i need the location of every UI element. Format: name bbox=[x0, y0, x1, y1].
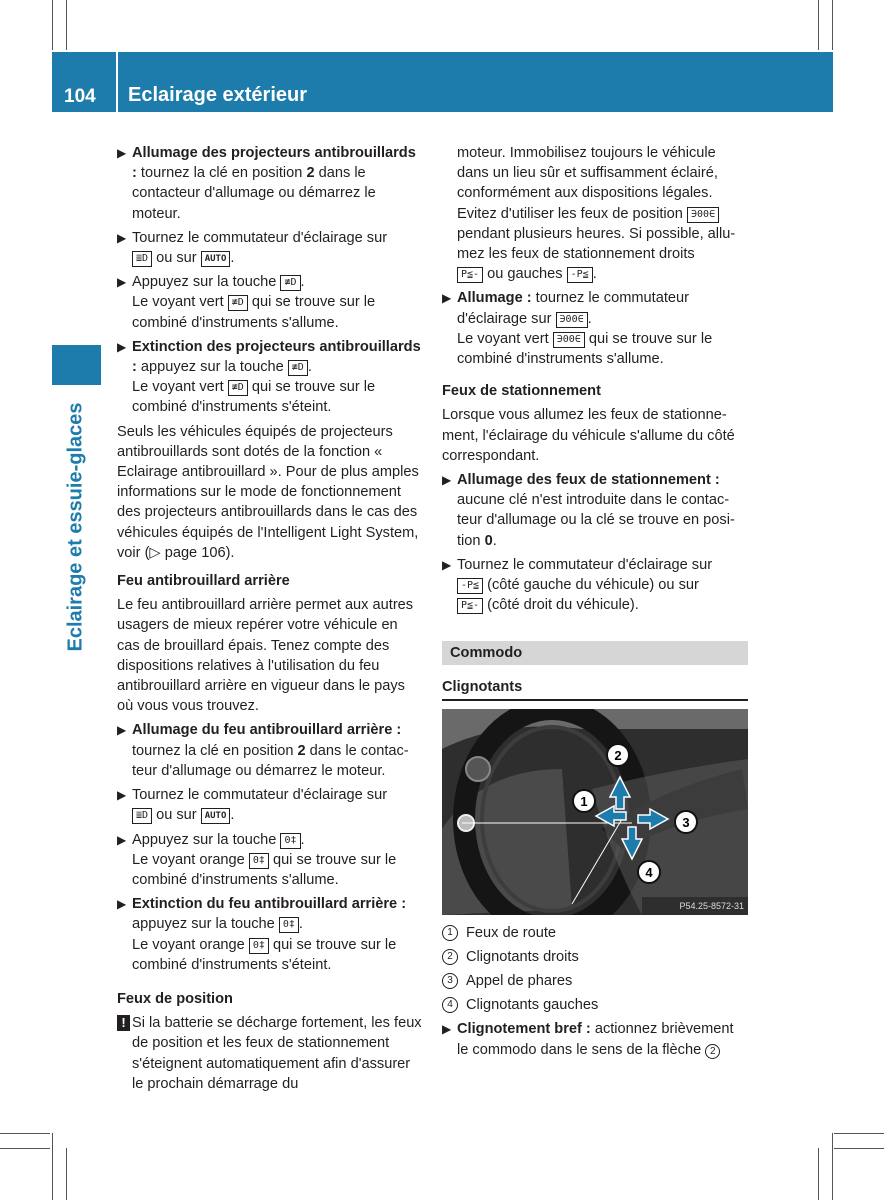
legend-number: 2 bbox=[442, 949, 458, 965]
legend-item bbox=[442, 995, 748, 1015]
item-text: actionnez brièvement le commodo dans le sens de la flèche bbox=[457, 1021, 734, 1058]
low-beam-icon: ≣D bbox=[132, 251, 152, 267]
item-bold: Allumage des feux de stationnement : bbox=[457, 472, 720, 489]
side-tab bbox=[52, 345, 101, 385]
arrow-icon: ▶ bbox=[117, 788, 127, 803]
crop-mark bbox=[834, 1133, 884, 1134]
paragraph: Le feu antibrouillard arrière permet aux autres usagers de mieux repérer votre véhicule en cas de brouillard épais. Tenez compte des dispositions relatives à l'utilisation du feu antibrouillard arrière en vigueur dans le pays où vous vous trouvez. bbox=[117, 597, 414, 715]
instruction-item: ▶ Tournez le commutateur d'éclairage sur ≣D ou sur AUTO . bbox=[117, 787, 388, 824]
front-fog-icon: ≢D bbox=[228, 380, 248, 396]
legend-item bbox=[442, 947, 748, 967]
parking-light-icon: ∋00∈ bbox=[553, 332, 585, 348]
item-text: Le voyant vert bbox=[457, 330, 549, 347]
item-text: Le voyant orange bbox=[132, 936, 245, 953]
crop-mark bbox=[0, 1148, 50, 1149]
arrow-icon: ▶ bbox=[117, 339, 127, 354]
subheading: Feux de position bbox=[117, 990, 233, 1007]
item-bold: Clignotement bref : bbox=[457, 1021, 591, 1038]
arrow-icon: ▶ bbox=[117, 146, 127, 160]
continued-paragraph: moteur. Immobilisez toujours le véhicule dans un lieu sûr et suffisamment éclairé, conformément aux dispositions légales. Evitez d'utiliser les feux de position ∋00∈ pendant plusieurs heures. Si possible, allumez les feux de stationnement droits P≦- ou gauches -P≦ . bbox=[457, 145, 736, 283]
item-text: appuyez sur la touche bbox=[136, 359, 284, 376]
auto-icon: AUTO bbox=[201, 251, 231, 267]
crop-mark bbox=[66, 0, 67, 50]
section-heading: Commodo bbox=[442, 641, 748, 665]
item-text: tournez la clé en position bbox=[136, 165, 307, 182]
item-text: aucune clé n'est introduite dans le contacteur d'allumage ou la clé se trouve en position bbox=[457, 492, 735, 549]
item-text: qui se trouve sur le combiné d'instruments s'allume. bbox=[132, 851, 397, 888]
paragraph: Lorsque vous allumez les feux de stationnement, l'éclairage du véhicule s'allume du côté correspondant. bbox=[442, 407, 735, 464]
instruction-item: ▶ Allumage des feux de stationnement : aucune clé n'est introduite dans le contacteur d'allumage ou la clé se trouve en position 0. bbox=[442, 472, 735, 549]
figure-code: P54.25-8572-31 bbox=[679, 900, 744, 911]
svg-text:4: 4 bbox=[645, 864, 653, 880]
item-text: appuyez sur la touche bbox=[132, 916, 275, 933]
legend-text: Clignotants gauches bbox=[466, 997, 599, 1014]
rear-fog-icon: 0‡ bbox=[249, 938, 269, 954]
crop-mark bbox=[832, 1133, 833, 1200]
instruction-item: ▶ Appuyez sur la touche ≢D . Le voyant vert ≢D qui se trouve sur le combiné d'instruments s'allume. bbox=[117, 274, 376, 331]
instruction-item: ▶ Tournez le commutateur d'éclairage sur ≣D ou sur AUTO . bbox=[117, 229, 388, 267]
park-right-icon: P≦- bbox=[457, 598, 483, 614]
rear-fog-icon: 0‡ bbox=[249, 853, 269, 869]
crop-mark bbox=[52, 0, 53, 50]
arrow-icon: ▶ bbox=[117, 723, 127, 738]
instruction-item bbox=[442, 1019, 748, 1059]
item-text: pendant plusieurs heures. Si possible, allumez les feux de stationnement droits bbox=[457, 225, 736, 263]
crop-mark bbox=[818, 0, 819, 50]
item-text: ou sur bbox=[152, 250, 201, 267]
svg-text:3: 3 bbox=[682, 814, 690, 830]
item-text: Le voyant orange bbox=[132, 851, 245, 868]
item-text: Tournez le commutateur d'éclairage sur bbox=[132, 229, 388, 246]
item-text: Appuyez sur la touche bbox=[132, 831, 277, 848]
arrow-icon: ▶ bbox=[117, 832, 127, 847]
legend-number: 1 bbox=[442, 925, 458, 941]
parking-light-icon: ∋00∈ bbox=[556, 312, 588, 328]
crop-mark bbox=[66, 1148, 67, 1200]
legend-number: 4 bbox=[442, 997, 458, 1013]
crop-mark bbox=[834, 1148, 884, 1149]
item-text: Le voyant vert bbox=[132, 294, 224, 311]
item-bold: Allumage : bbox=[457, 290, 532, 307]
warning-icon: ! bbox=[117, 1015, 130, 1031]
instruction-item bbox=[117, 720, 423, 781]
item-text: qui se trouve sur le combiné d'instruments s'éteint. bbox=[132, 379, 376, 416]
legend-text: Clignotants droits bbox=[466, 948, 579, 965]
subheading: Feux de stationnement bbox=[442, 383, 601, 400]
legend-list bbox=[442, 923, 748, 1016]
subheading: Clignotants bbox=[442, 677, 748, 700]
arrow-icon: ▶ bbox=[442, 1022, 452, 1037]
warning-text: Si la batterie se décharge fortement, les feux de position et les feux de stationnement s'éteignent automatiquement afin d'assurer le prochain démarrage du bbox=[132, 1015, 422, 1092]
figure-illustration bbox=[442, 709, 748, 915]
paragraph: Seuls les véhicules équipés de projecteurs antibrouillards sont dotés de la fonction « Eclairage antibrouillard ». Pour de plus amples informations sur le mode de fonctionnement des projecteurs antibrouillards dans le cas des véhicules équipés de l'Intelligent Light System, voir (▷ page 106). bbox=[117, 423, 419, 561]
subheading: Feu antibrouillard arrière bbox=[117, 573, 290, 590]
rear-fog-icon: 0‡ bbox=[280, 833, 300, 849]
arrow-icon: ▶ bbox=[442, 557, 452, 572]
park-left-icon: -P≦ bbox=[567, 267, 593, 283]
instruction-item: ▶ Extinction des projecteurs antibrouillards : appuyez sur la touche ≢D . Le voyant vert ≢D qui se trouve sur le combiné d'instruments s'éteint. bbox=[117, 338, 421, 416]
instruction-item: ▶ Extinction du feu antibrouillard arrière : appuyez sur la touche 0‡ . Le voyant orange 0‡ qui se trouve sur le combiné d'instruments s'éteint. bbox=[117, 896, 407, 973]
page-title: Eclairage extérieur bbox=[128, 84, 307, 106]
legend-item bbox=[442, 971, 748, 991]
rear-fog-icon: 0‡ bbox=[279, 917, 299, 933]
item-text: Le voyant vert bbox=[132, 379, 224, 396]
legend-item bbox=[442, 923, 748, 943]
arrow-icon: ▶ bbox=[117, 230, 127, 245]
side-tab-text: Eclairage et essuie-glaces bbox=[64, 402, 87, 652]
item-bold: Extinction du feu antibrouillard arrière : bbox=[132, 896, 407, 913]
item-text: moteur. Immobilisez toujours le véhicule dans un lieu sûr et suffisamment éclairé, conformément aux dispositions légales. Evitez d'utiliser les feux de position bbox=[457, 145, 718, 222]
instruction-item: ▶ Appuyez sur la touche 0‡ . Le voyant orange 0‡ qui se trouve sur le combiné d'instruments s'allume. bbox=[117, 831, 397, 888]
item-text: tournez la clé en position bbox=[132, 742, 298, 759]
item-text: tournez le commutateur d'éclairage sur bbox=[457, 290, 689, 327]
instruction-item: ▶ Allumage : tournez le commutateur d'éclairage sur ∋00∈ . Le voyant vert ∋00∈ qui se trouve sur le combiné d'instruments s'allume. bbox=[442, 290, 713, 368]
item-bold: Allumage des projecteurs antibrouillards : bbox=[132, 145, 416, 182]
position-number: 2 bbox=[297, 742, 306, 759]
arrow-icon: ▶ bbox=[442, 291, 452, 306]
arrow-icon: ▶ bbox=[442, 473, 452, 488]
right-column bbox=[442, 143, 748, 1064]
park-left-icon: -P≦ bbox=[457, 578, 483, 594]
svg-text:1: 1 bbox=[580, 793, 588, 809]
instruction-item bbox=[442, 555, 748, 616]
position-number: 0 bbox=[484, 532, 493, 549]
crop-mark bbox=[0, 1133, 50, 1134]
item-text: dans le contacteur d'allumage ou démarrez le moteur. bbox=[132, 165, 376, 222]
header-divider bbox=[116, 52, 118, 112]
item-text: qui se trouve sur le combiné d'instruments s'allume. bbox=[132, 294, 376, 331]
callout-number: 2 bbox=[705, 1044, 720, 1059]
instruction-item bbox=[117, 143, 423, 224]
item-text: (côté droit du véhicule). bbox=[483, 597, 639, 614]
left-column bbox=[117, 143, 423, 1098]
front-fog-icon: ≢D bbox=[228, 295, 248, 311]
legend-text: Feux de route bbox=[466, 924, 557, 941]
crop-mark bbox=[832, 0, 833, 50]
page-number: 104 bbox=[64, 86, 96, 107]
arrow-icon: ▶ bbox=[117, 897, 127, 912]
item-text: qui se trouve sur le combiné d'instruments s'éteint. bbox=[132, 936, 397, 973]
item-text: Tournez le commutateur d'éclairage sur bbox=[457, 556, 713, 573]
item-text: (côté gauche du véhicule) ou sur bbox=[483, 577, 699, 594]
crop-mark bbox=[818, 1148, 819, 1200]
item-bold: Allumage du feu antibrouillard arrière : bbox=[132, 722, 402, 739]
front-fog-icon: ≢D bbox=[288, 360, 308, 376]
park-right-icon: P≦- bbox=[457, 267, 483, 283]
item-text: qui se trouve sur le combiné d'instruments s'allume. bbox=[457, 330, 713, 368]
item-bold: Extinction des projecteurs antibrouillards : bbox=[132, 338, 421, 376]
legend-text: Appel de phares bbox=[466, 973, 573, 990]
position-number: 2 bbox=[306, 165, 315, 182]
parking-light-icon: ∋00∈ bbox=[687, 207, 719, 223]
svg-text:2: 2 bbox=[614, 747, 622, 763]
item-text: ou sur bbox=[152, 807, 201, 824]
front-fog-icon: ≢D bbox=[280, 275, 300, 291]
low-beam-icon: ≣D bbox=[132, 808, 152, 824]
steering-column-figure bbox=[442, 709, 748, 915]
auto-icon: AUTO bbox=[201, 808, 231, 824]
legend-number: 3 bbox=[442, 973, 458, 989]
item-text: Tournez le commutateur d'éclairage sur bbox=[132, 787, 388, 804]
arrow-icon: ▶ bbox=[117, 275, 127, 290]
crop-mark bbox=[52, 1133, 53, 1200]
item-text: ou gauches bbox=[483, 266, 567, 283]
warning-item bbox=[117, 1013, 423, 1094]
item-text: Appuyez sur la touche bbox=[132, 274, 277, 291]
item-text: dans le contacteur d'allumage ou démarrez le moteur. bbox=[132, 742, 409, 779]
